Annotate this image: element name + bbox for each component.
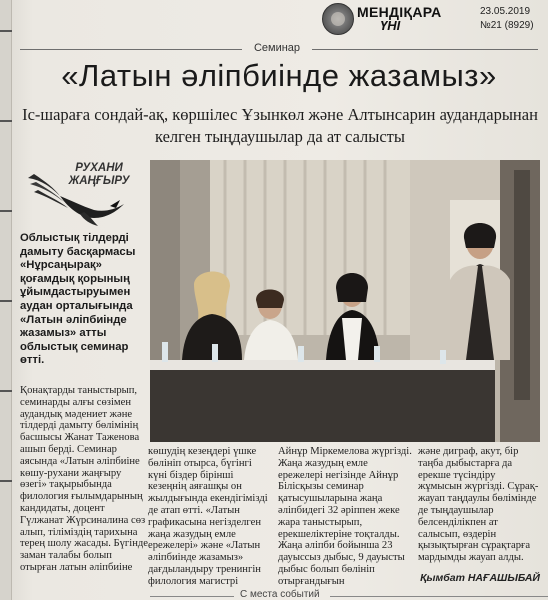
issue-date: 23.05.2019 <box>480 6 531 17</box>
seminar-photo <box>150 160 540 442</box>
body-column-4 <box>418 446 540 564</box>
section-rubric <box>20 42 538 56</box>
article-subheadline: Іс-шараға сондай-ақ, көршілес Ұзынкөл және Алтынсарин аудандарынан келген тыңдаушылар да ат салысты <box>22 105 538 146</box>
newspaper-name-sub: ҮНІ <box>380 18 401 33</box>
body-text-col4: және диграф, акут, бір таңба дыбыстарға да ерекше түсіндіру жұмысын жүргізді. Сұрақ-жауап таңдаулы бөлімінде де тыңдаушылар белсенділікпен ат салысып, өздерін қызықтырған сұрақтарға мардымды жауап алды. <box>418 446 539 564</box>
author-signature: Қымбат НАҒАШЫБАЙ <box>420 572 540 584</box>
adjacent-column-edge <box>0 0 12 600</box>
logo-line-1: РУХАНИ <box>75 162 123 174</box>
footer-rubric <box>150 589 548 600</box>
rubric-label: Семинар <box>253 42 301 54</box>
lead-paragraph: Облыстық тілдерді дамыту басқармасы «Нұрсаңырақ» қоғамдық қорының ұйымдастыруымен аудан орталығында «Латын әліпбиінде жазамыз» атты облыстық семинар өтті. <box>20 232 136 367</box>
newspaper-emblem-icon <box>322 3 354 35</box>
masthead <box>0 0 548 40</box>
body-text-col2: көшудің кезеңдері үшке бөлініп отырса, бүгінгі күні біздер бірінші кезеңнің аяғашқы он жылдығында екендігімізді де атап өтті. «Латын графикасына негізделген жаңа жазудың емле ережелері» және «Латын әліпбиінде жазамыз» дағдыландыру тренингін филология магистрі <box>148 446 268 587</box>
article-lead <box>20 232 148 368</box>
rukhani-zhangyru-logo <box>24 158 128 226</box>
body-column-1 <box>20 385 148 574</box>
body-column-2 <box>148 446 272 588</box>
body-text-col3: Айнұр Міркемелова жүргізді. Жаңа жазудың емле ережелері негізінде Айнұр Білісқызы семинар қатысушыларына жаңа әліпбидегі 32 әріппен жеке жара таныстырып, ерекшеліктеріне тоқталды. Жаңа әліпби бойынша 23 дауыссыз дыбыс, 9 дауысты дыбыс болып бөлініп отырғандығын <box>278 446 412 587</box>
body-text-col1: Қонақтарды таныстырып, семинарды алғы сөзімен аудандық мәдениет және тілдерді дамыту бөлімінің басшысы Жанат Таженова ашып берді. Семинар аясында «Латын әліпбиіне көшу-рухани жаңғыру өзегі» тақырыбында филология ғылымдарының кандидаты, доцент Гүлжанат Жүрсиналина сөз алып, тіліміздің тарихына терең шолу жасады. Бүгінде заман талабы болып отырған латын әліпбиіне <box>20 385 148 573</box>
logo-line-2: ЖАҢҒЫРУ <box>68 175 130 187</box>
newspaper-name: МЕНДІҚАРА <box>357 4 442 20</box>
issue-number: №21 (8929) <box>480 20 534 31</box>
article-headline: «Латын әліпбиінде жазамыз» <box>61 58 497 93</box>
seminar-photo-image <box>150 160 540 442</box>
body-column-3 <box>278 446 412 588</box>
footer-rubric-label: С места событий <box>240 589 320 600</box>
